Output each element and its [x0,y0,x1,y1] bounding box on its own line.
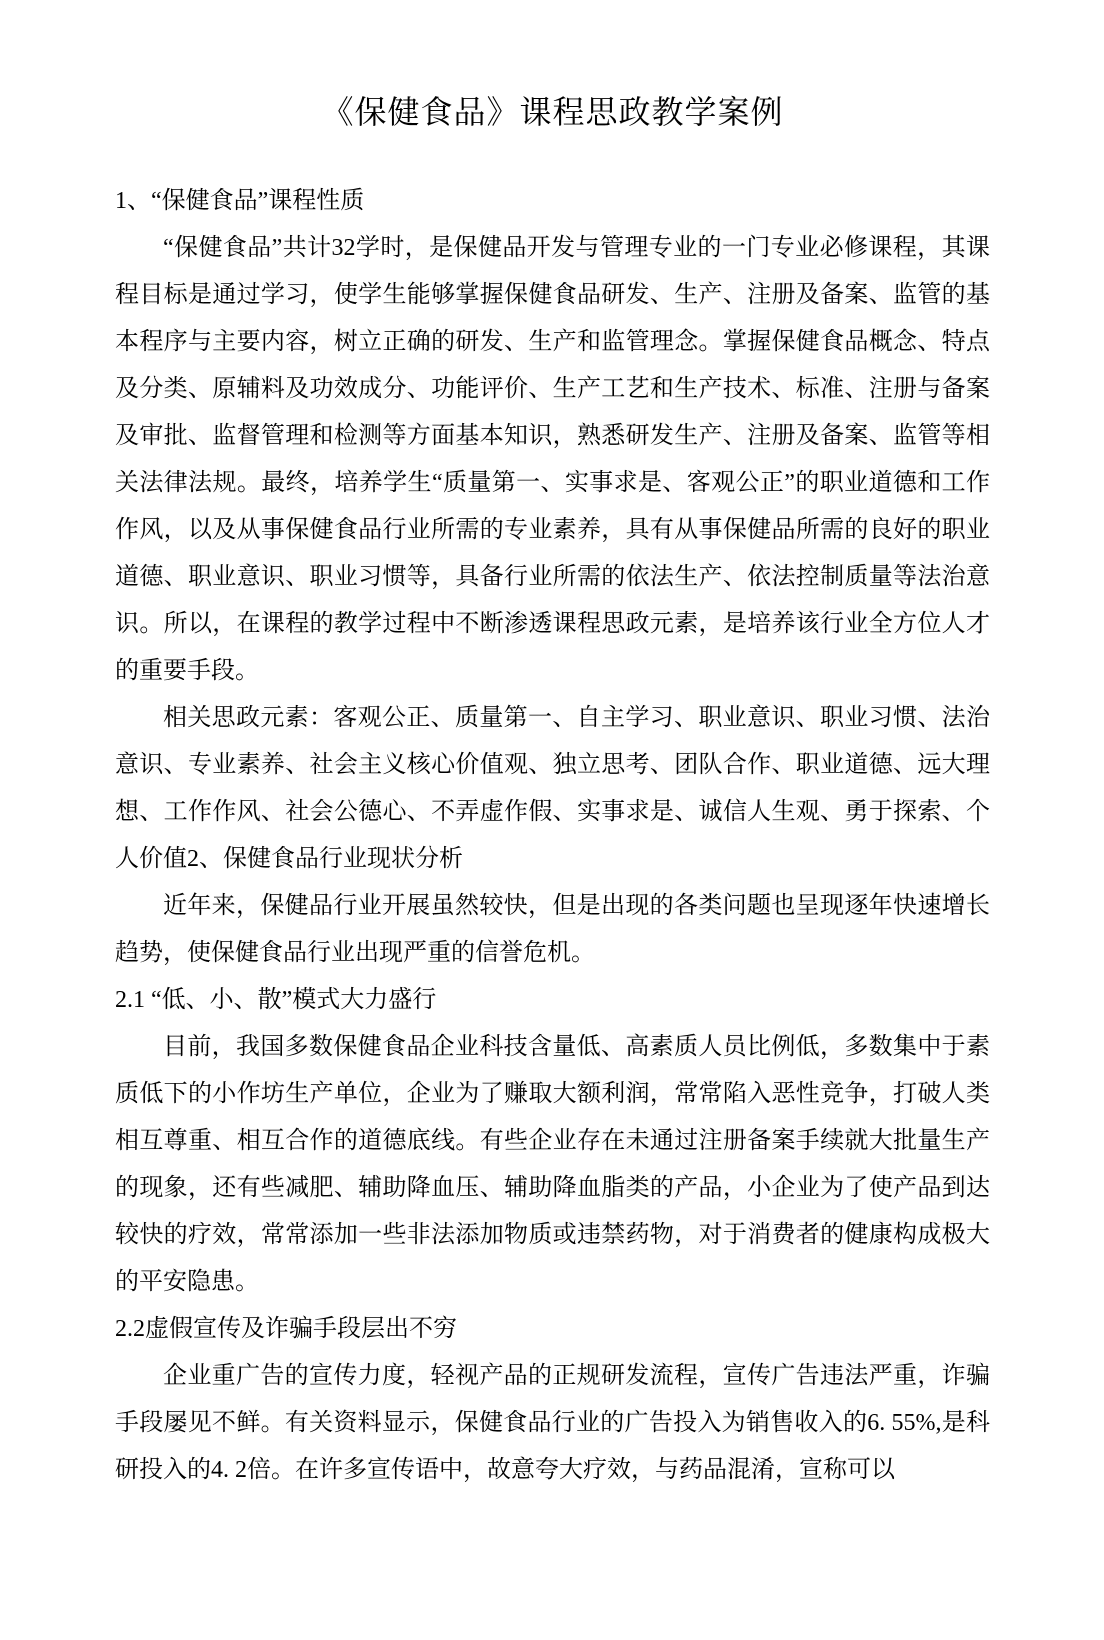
paragraph: 相关思政元素：客观公正、质量第一、自主学习、职业意识、职业习惯、法治意识、专业素养、社会主义核心价值观、独立思考、团队合作、职业道德、远大理想、工作作风、社会公德心、不弄虚作假、实事求是、诚信人生观、勇于探索、个人价值2、保健食品行业现状分析 [115,704,990,872]
paragraph: 近年来，保健品行业开展虽然较快，但是出现的各类问题也呈现逐年快速增长趋势，使保健食品行业出现严重的信誉危机。 [115,892,990,966]
document-title: 《保健食品》课程思政教学案例 [321,94,784,130]
paragraph: “保健食品”共计32学时，是保健品开发与管理专业的一门专业必修课程，其课程目标是通过学习，使学生能够掌握保健食品研发、生产、注册及备案、监管的基本程序与主要内容，树立正确的研发、生产和监管理念。掌握保健食品概念、特点及分类、原辅料及功效成分、功能评价、生产工艺和生产技术、标准、注册与备案及审批、监督管理和检测等方面基本知识，熟悉研发生产、注册及备案、监管等相关法律法规。最终，培养学生“质量第一、实事求是、客观公正”的职业道德和工作作风，以及从事保健食品行业所需的专业素养，具有从事保健品所需的良好的职业道德、职业意识、职业习惯等，具备行业所需的依法生产、依法控制质量等法治意识。所以，在课程的教学过程中不断渗透课程思政元素，是培养该行业全方位人才的重要手段。 [115,234,990,684]
section-heading: 2.2虚假宣传及诈骗手段层出不穷 [115,1315,457,1342]
section-heading: 2.1 “低、小、散”模式大力盛行 [115,986,437,1013]
document-body [115,178,990,1494]
paragraph: 目前，我国多数保健食品企业科技含量低、高素质人员比例低，多数集中于素质低下的小作坊生产单位，企业为了赚取大额利润，常常陷入恶性竞争，打破人类相互尊重、相互合作的道德底线。有些企业存在未通过注册备案手续就大批量生产的现象，还有些减肥、辅助降血压、辅助降血脂类的产品，小企业为了使产品到达较快的疗效，常常添加一些非法添加物质或违禁药物，对于消费者的健康构成极大的平安隐患。 [115,1033,990,1295]
section-heading: 1、“保健食品”课程性质 [115,187,365,214]
paragraph: 企业重广告的宣传力度，轻视产品的正规研发流程，宣传广告违法严重，诈骗手段屡见不鲜。有关资料显示，保健食品行业的广告投入为销售收入的6. 55%,是科研投入的4. 2倍。在许多宣传语中，故意夸大疗效，与药品混淆，宣称可以 [115,1362,990,1483]
